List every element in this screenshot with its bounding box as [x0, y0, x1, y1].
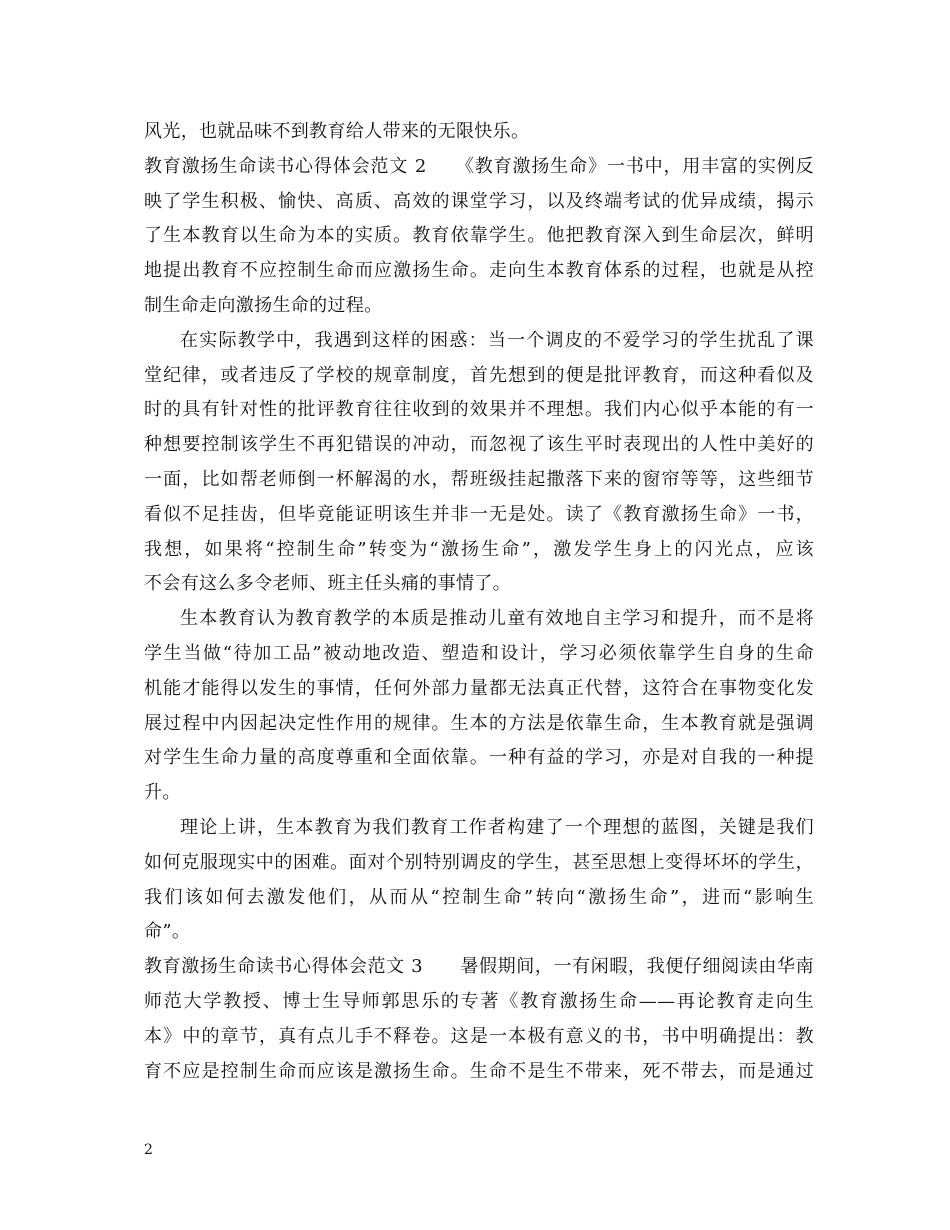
- text-line: 升。: [144, 782, 181, 804]
- text-line: 展过程中内因起决定性作用的规律。生本的方法是依靠生命，生本教育就是强调: [144, 712, 814, 734]
- text-line: 对学生生命力量的高度尊重和全面依靠。一种有益的学习，亦是对自我的一种提: [144, 747, 814, 769]
- text-line: 命”。: [144, 921, 191, 943]
- document-body: [144, 115, 814, 1089]
- text-line: 如何克服现实中的困难。面对个别特别调皮的学生，甚至思想上变得坏坏的学生，: [144, 851, 814, 873]
- text-line: 机能才能得以发生的事情，任何外部力量都无法真正代替，这符合在事物变化发: [144, 677, 814, 699]
- text-line: 地提出教育不应控制生命而应激扬生命。走向生本教育体系的过程，也就是从控: [144, 260, 814, 282]
- text-line: 教育激扬生命读书心得体会范文 2 《教育激扬生命》一书中，用丰富的实例反: [144, 155, 814, 177]
- text-line: 了生本教育以生命为本的实质。教育依靠学生。他把教育深入到生命层次，鲜明: [144, 225, 814, 247]
- text-line: 风光，也就品味不到教育给人带来的无限快乐。: [144, 121, 530, 142]
- text-line: 种想要控制该学生不再犯错误的冲动，而忽视了该生平时表现出的人性中美好的: [144, 434, 814, 456]
- text-line: 看似不足挂齿，但毕竟能证明该生并非一无是处。读了《教育激扬生命》一书，: [144, 503, 814, 525]
- text-line: 一面，比如帮老师倒一杯解渴的水，帮班级挂起撒落下来的窗帘等等，这些细节: [144, 468, 814, 490]
- text-line: 理论上讲，生本教育为我们教育工作者构建了一个理想的蓝图，关键是我们: [180, 816, 814, 838]
- text-line: 时的具有针对性的批评教育往往收到的效果并不理想。我们内心似乎本能的有一: [144, 399, 814, 421]
- text-line: 生本教育认为教育教学的本质是推动儿童有效地自主学习和提升，而不是将: [180, 608, 814, 630]
- text-line: 本》中的章节，真有点儿手不释卷。这是一本极有意义的书，书中明确提出：教: [144, 1025, 814, 1047]
- text-line: 我想，如果将“控制生命”转变为“激扬生命”，激发学生身上的闪光点，应该: [144, 538, 814, 560]
- text-line: 学生当做“待加工品”被动地改造、塑造和设计，学习必须依靠学生自身的生命: [144, 642, 814, 664]
- text-line: 我们该如何去激发他们，从而从“控制生命”转向“激扬生命”，进而“影响生: [144, 886, 814, 908]
- text-line: 在实际教学中，我遇到这样的困惑：当一个调皮的不爱学习的学生扰乱了课: [180, 329, 814, 351]
- text-line: 师范大学教授、博士生导师郭思乐的专著《教育激扬生命——再论教育走向生: [144, 990, 814, 1012]
- text-line: 堂纪律，或者违反了学校的规章制度，首先想到的便是批评教育，而这种看似及: [144, 364, 814, 386]
- text-line: 映了学生积极、愉快、高质、高效的课堂学习，以及终端考试的优异成绩，揭示: [144, 190, 814, 212]
- page-number: 2: [144, 1142, 153, 1158]
- text-line: 教育激扬生命读书心得体会范文 3 暑假期间，一有闲暇，我便仔细阅读由华南: [144, 956, 814, 978]
- text-line: 育不应是控制生命而应该是激扬生命。生命不是生不带来，死不带去，而是通过: [144, 1060, 814, 1082]
- text-line: 不会有这么多令老师、班主任头痛的事情了。: [144, 573, 511, 595]
- text-line: 制生命走向激扬生命的过程。: [144, 294, 383, 316]
